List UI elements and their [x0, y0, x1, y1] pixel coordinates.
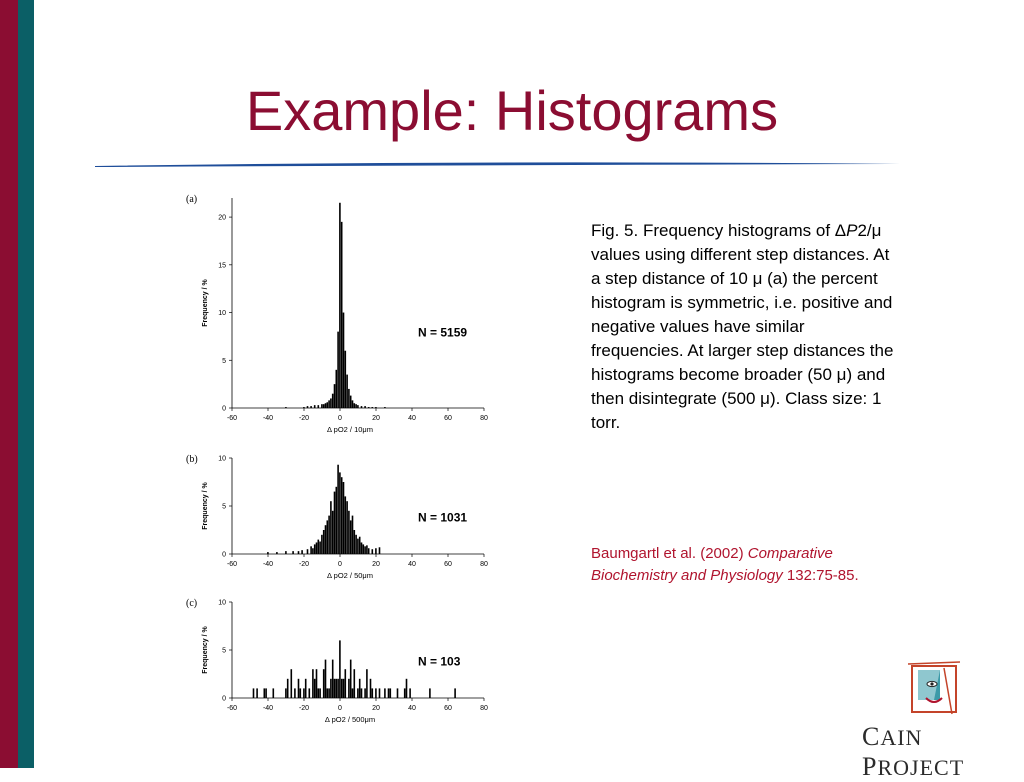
cain-face-logo-icon [904, 660, 964, 718]
histogram-bar [368, 548, 370, 554]
histogram-bar [328, 688, 330, 698]
histogram-bar [354, 669, 356, 698]
histogram-bar [334, 679, 336, 698]
histogram-bar [310, 546, 312, 554]
histogram-bar [341, 477, 343, 554]
histogram-bar [361, 688, 363, 698]
histogram-bar [339, 640, 341, 698]
y-tick-label: 5 [222, 357, 226, 365]
y-axis-label: Frequency / % [202, 279, 209, 327]
histogram-bar [372, 407, 374, 408]
histogram-bar [364, 406, 366, 408]
histogram-bar [337, 679, 339, 698]
histogram-bar [341, 679, 343, 698]
histogram-bar [343, 313, 345, 408]
histogram-bar [345, 351, 347, 408]
histogram-bar [305, 679, 307, 698]
histogram-bar [332, 394, 334, 408]
histogram-bar [298, 679, 300, 698]
histogram-bar [300, 688, 302, 698]
x-tick-label: 0 [338, 705, 342, 712]
histogram-bar [359, 537, 361, 554]
histogram-bar [350, 660, 352, 698]
histogram-bar [384, 688, 386, 698]
histogram-bar [361, 542, 363, 554]
histogram-bar [345, 496, 347, 554]
histogram-bar [330, 501, 332, 554]
histogram-bar [316, 669, 318, 698]
histogram-bar [323, 669, 325, 698]
histogram-bar [341, 222, 343, 408]
histogram-bar [368, 407, 370, 408]
histogram-bar [352, 400, 354, 408]
histogram-bar [312, 669, 314, 698]
x-axis-label: Δ pO2 / 50μm [326, 571, 374, 580]
histogram-bar [348, 511, 350, 554]
histogram-bar [350, 520, 352, 554]
histogram-bar [337, 465, 339, 554]
histogram-bar [316, 542, 318, 554]
histogram-bar [354, 403, 356, 408]
caption-part-1: Fig. 5. Frequency histograms of Δ [591, 221, 847, 240]
x-tick-label: 0 [338, 561, 342, 568]
histogram-bar [287, 679, 289, 698]
histogram-bar [321, 535, 323, 554]
x-tick-label: -20 [298, 561, 310, 568]
figure-caption [591, 219, 901, 435]
x-tick-label: 80 [480, 561, 488, 568]
n-annotation: N = 5159 [418, 325, 468, 340]
histogram-bar [343, 482, 345, 554]
histogram-bar [361, 406, 363, 408]
histogram-bar [265, 688, 267, 698]
histogram-bar [364, 546, 366, 554]
histogram-bar [325, 525, 327, 554]
y-tick-label: 10 [218, 310, 226, 318]
histogram-bar [343, 679, 345, 698]
histogram-bar [357, 539, 359, 554]
histogram-bar [319, 542, 321, 554]
histogram-bar [314, 405, 316, 408]
histogram-bar [357, 688, 359, 698]
x-tick-label: 40 [408, 415, 416, 422]
histogram-bar [321, 404, 323, 408]
histogram-bar [397, 688, 399, 698]
histogram-bar [264, 688, 266, 698]
histogram-bar [454, 688, 456, 698]
histogram-bar [352, 688, 354, 698]
histogram-bar [346, 501, 348, 554]
y-tick-label: 10 [218, 599, 226, 607]
x-tick-label: 80 [480, 705, 488, 712]
histogram-bar [355, 535, 357, 554]
histogram-bar [357, 405, 359, 408]
histogram-bar [298, 551, 300, 554]
x-tick-label: 20 [372, 705, 380, 712]
histogram-bar [325, 403, 327, 408]
x-axis-label: Δ pO2 / 10μm [326, 425, 374, 434]
histogram-bar [318, 540, 320, 554]
histogram-bar [314, 679, 316, 698]
histogram-bar [388, 688, 390, 698]
histogram-bar [379, 547, 381, 554]
histogram-bar [379, 688, 381, 698]
x-tick-label: 60 [444, 415, 452, 422]
histogram-bar [307, 549, 309, 554]
panel-label: (a) [186, 194, 198, 205]
x-tick-label: -60 [226, 561, 238, 568]
histogram-bar [384, 407, 386, 408]
histogram-bar [346, 375, 348, 408]
histogram-bar [327, 402, 329, 408]
histogram-bar [404, 688, 406, 698]
histogram-bar [409, 688, 411, 698]
y-axis-label: Frequency / % [202, 626, 209, 674]
x-tick-label: -20 [298, 705, 310, 712]
y-tick-label: 0 [222, 695, 226, 703]
histogram-figure [180, 190, 500, 740]
histogram-bar [429, 688, 431, 698]
citation [591, 543, 911, 587]
histogram-bar [307, 406, 309, 408]
citation-authors: Baumgartl et al. (2002) [591, 545, 748, 562]
histogram-bar [336, 487, 338, 554]
histogram-bar [303, 688, 305, 698]
x-tick-label: 40 [408, 705, 416, 712]
citation-journal: Comparative Biochemistry and Physiology [591, 545, 833, 584]
x-tick-label: -40 [262, 415, 274, 422]
histogram-bar [390, 688, 392, 698]
histogram-bar [348, 679, 350, 698]
histogram-bar [312, 548, 314, 554]
histogram-bar [318, 688, 320, 698]
x-tick-label: 40 [408, 561, 416, 568]
n-annotation: N = 1031 [418, 510, 468, 525]
y-tick-label: 10 [218, 455, 226, 463]
histogram-bar [337, 332, 339, 408]
histogram-bar [339, 203, 341, 408]
panel-label: (b) [186, 454, 198, 465]
histogram-bar [328, 516, 330, 554]
histogram-bar [375, 407, 377, 408]
histogram-bar [332, 660, 334, 698]
histogram-bar [366, 669, 368, 698]
histogram-bar [323, 530, 325, 554]
caption-part-2: P [846, 221, 858, 240]
histogram-bar [375, 548, 377, 554]
histogram-bar [253, 688, 255, 698]
histogram-bar [364, 688, 366, 698]
histogram-bar [352, 516, 354, 554]
x-tick-label: -60 [226, 415, 238, 422]
histogram-bar [375, 688, 377, 698]
x-tick-label: 60 [444, 705, 452, 712]
histogram-bar [345, 669, 347, 698]
panel-label: (c) [186, 598, 198, 609]
histogram-bar [359, 679, 361, 698]
histogram-bar [336, 679, 338, 698]
histogram-bar [314, 544, 316, 554]
x-tick-label: -40 [262, 705, 274, 712]
histogram-bar [330, 398, 332, 408]
histogram-bar [355, 404, 357, 408]
histogram-bar [372, 549, 374, 554]
histogram-bar [285, 551, 287, 554]
histogram-bar [309, 688, 311, 698]
histogram-bar [291, 669, 293, 698]
histogram-bar [350, 396, 352, 408]
y-axis-label: Frequency / % [202, 482, 209, 530]
histogram-bar [310, 406, 312, 408]
histogram-bar [334, 492, 336, 554]
cain-project-logo-text: CAIN PROJECT [862, 722, 965, 781]
histogram-bar [319, 688, 321, 698]
x-tick-label: -20 [298, 415, 310, 422]
histogram-bar [285, 688, 287, 698]
n-annotation: N = 103 [418, 654, 461, 669]
histogram-bar [318, 405, 320, 408]
histogram-bar [327, 520, 329, 554]
histogram-bar [372, 688, 374, 698]
histogram-bar [256, 688, 258, 698]
caption-part-3: 2/μ values using different step distances. At a step distance of 10 μ (a) the percent histogram is symmetric, i.e. positive and negative values have similar frequencies. At larger step distances the histograms become broader (50 μ) and then disintegrate (500 μ). Class size: 1 torr. [591, 221, 894, 432]
y-tick-label: 0 [222, 551, 226, 559]
histogram-bar [294, 688, 296, 698]
x-tick-label: 80 [480, 415, 488, 422]
histogram-bar [292, 551, 294, 554]
y-tick-label: 20 [218, 214, 226, 222]
histogram-bar [336, 370, 338, 408]
histogram-bar [366, 545, 368, 554]
histogram-bar [276, 552, 278, 554]
histogram-bar [285, 407, 287, 408]
x-axis-label: Δ pO2 / 500μm [324, 715, 376, 724]
histogram-bar [348, 389, 350, 408]
histogram-bar [273, 688, 275, 698]
y-tick-label: 5 [222, 647, 226, 655]
histogram-bar [301, 550, 303, 554]
x-tick-label: -40 [262, 561, 274, 568]
histogram-bar [323, 404, 325, 408]
x-tick-label: 20 [372, 561, 380, 568]
x-tick-label: 0 [338, 415, 342, 422]
histogram-bar [267, 552, 269, 554]
histogram-bar [339, 472, 341, 554]
histogram-bar [303, 407, 305, 408]
x-tick-label: 20 [372, 415, 380, 422]
histogram-bar [332, 511, 334, 554]
histogram-bar [325, 660, 327, 698]
histogram-bar [363, 544, 365, 554]
histogram-bar [406, 679, 408, 698]
slide-title: Example: Histograms [245, 79, 779, 142]
histogram-bar [330, 679, 332, 698]
citation-pages: 132:75-85. [782, 567, 859, 584]
histogram-bar [354, 530, 356, 554]
title-underline [95, 158, 900, 170]
y-tick-label: 0 [222, 405, 226, 413]
histogram-bar [328, 400, 330, 408]
histogram-bar [327, 688, 329, 698]
x-tick-label: -60 [226, 705, 238, 712]
histogram-bar [370, 679, 372, 698]
y-tick-label: 15 [218, 262, 226, 270]
y-tick-label: 5 [222, 503, 226, 511]
histogram-bar [334, 384, 336, 408]
x-tick-label: 60 [444, 561, 452, 568]
